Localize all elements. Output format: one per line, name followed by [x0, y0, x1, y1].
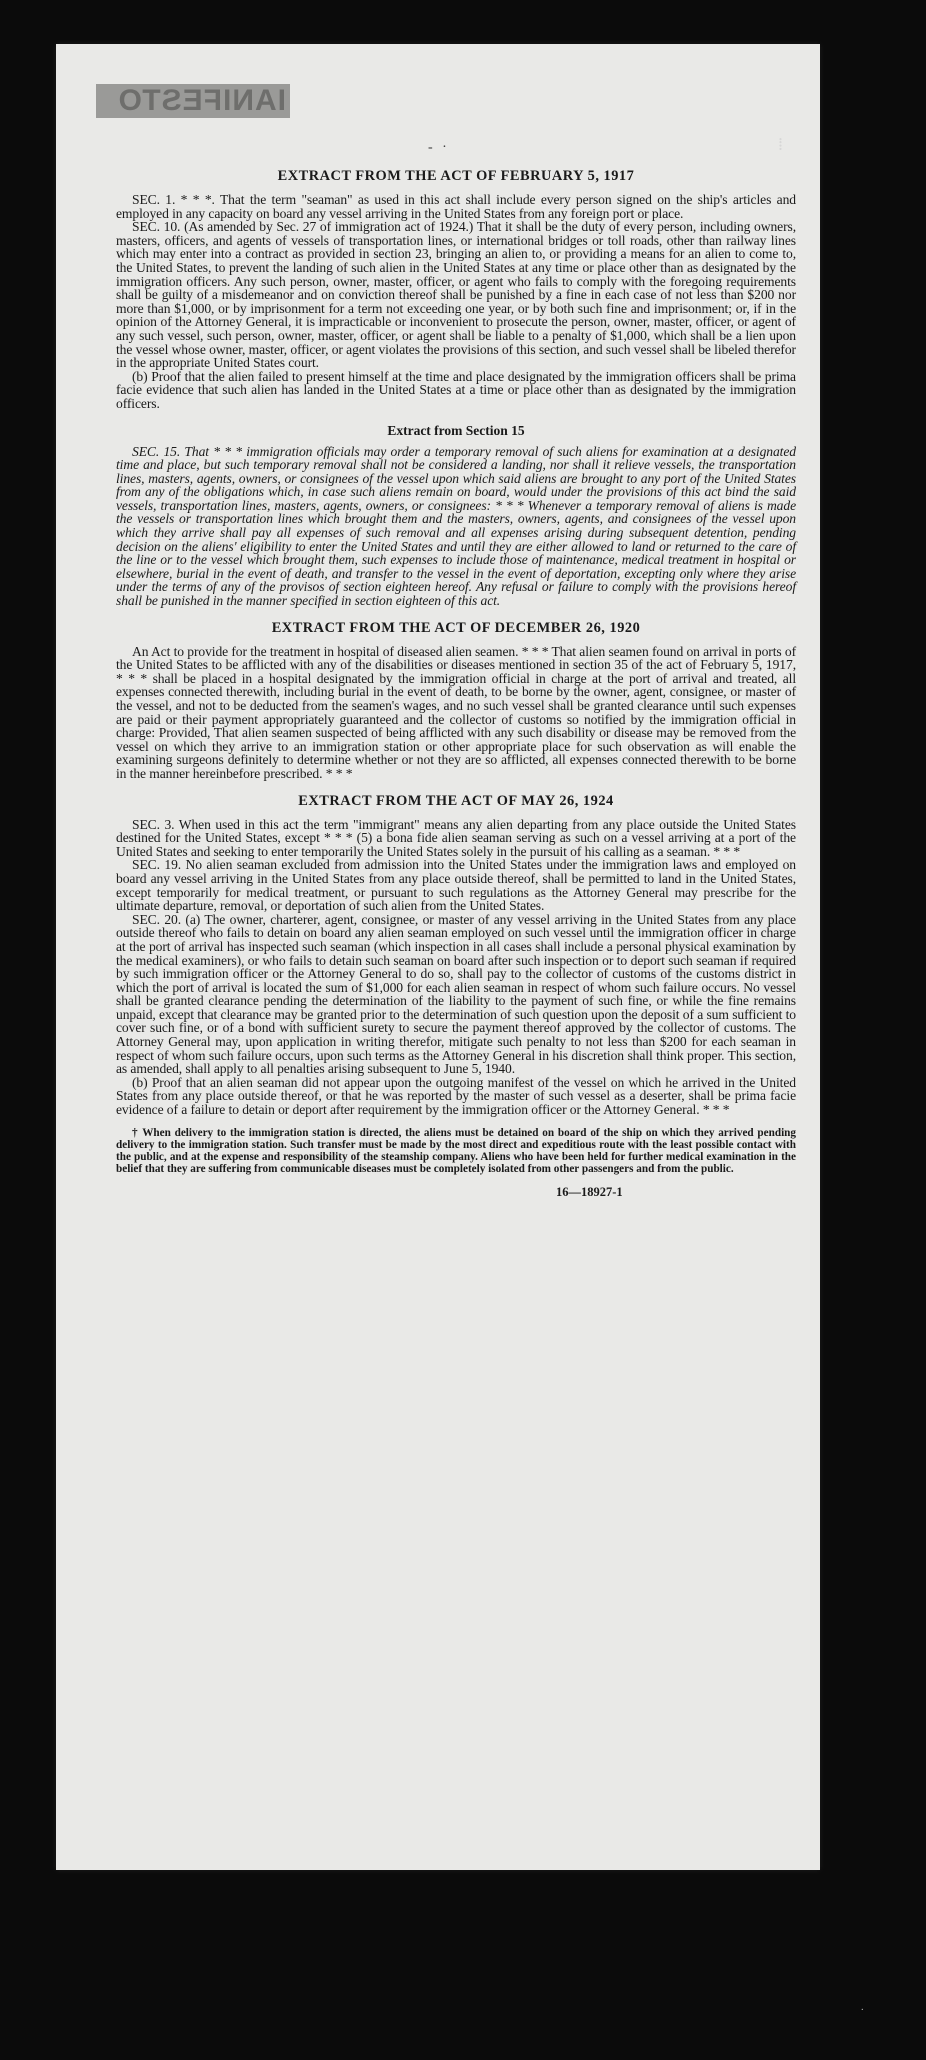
document-number: 16—18927-1: [556, 1184, 623, 1199]
section-subtitle: Extract from Section 15: [387, 422, 525, 438]
document-page: [56, 44, 820, 1870]
section-act-1920: [116, 620, 796, 781]
paragraph-sec-20-a: SEC. 20. (a) The owner, charterer, agent, consignee, or master of any vessel arriving in the United States from any place outside thereof who fails to detain on board any alien seaman employed on such vessel until the immigration officer in charge at the port of arrival has inspected such seaman (which inspection in all cases shall include a personal physical examination by the medical examiners), or who fails to detain such seaman on board after such inspection or to deport such seaman if required by such immigration officer or the Attorney General to do so, shall pay to the collector of customs of the customs district in which the port of arrival is located the sum of $1,000 for each alien seaman in respect of whom such failure occurs. No vessel shall be granted clearance pending the determination of the liability to the payment of such fine, or while the fine remains unpaid, except that clearance may be granted prior to the determination of such question upon the deposit of a sum sufficient to cover such fine, or of a bond with sufficient surety to secure the payment thereof approved by the collector of customs. The Attorney General may, upon application in writing therefor, mitigate such penalty to not less than $200 for each seaman in respect of whom such failure occurs, upon such terms as the Attorney General in his discretion shall think proper. This section, as amended, shall apply to all penalties arising subsequent to June 5, 1940.: [116, 911, 796, 1077]
footnote: † When delivery to the immigration station is directed, the aliens must be detained on board of the ship on which they arrived pending delivery to the immigration station. Such transfer must be made by the most direct and expeditious route with the least possible contact with the public, and at the expense and responsibility of the steamship company. Aliens who have been held for further medical examination in the belief that they are suffering from communicable diseases must be completely isolated from other passengers and from the public.: [116, 1126, 796, 1175]
paragraph-hospital-act: An Act to provide for the treatment in hospital of diseased alien seamen. * * * That alien seamen found on arrival in ports of the United States to be afflicted with any of the disabilities or diseases mentioned in section 35 of the act of February 5, 1917, * * * shall be placed in a hospital designated by the immigration official in charge at the port of arrival and treated, all expenses connected therewith, including burial in the event of death, to be borne by the owner, agent, consignee, or master of the vessel, and not to be deducted from the seamen's wages, and no such vessel shall be granted clearance until such expenses are paid or their payment appropriately guaranteed and the collector of customs so notified by the immigration official in charge: Provided, That alien seamen suspected of being afflicted with any such disability or disease may be removed from the vessel on which they arrive to an immigration station or other appropriate place for such observation as will enable the examining surgeons definitely to determine whether or not they are so afflicted, all expenses connected therewith to be borne in the manner hereinbefore prescribed. * * *: [116, 643, 797, 781]
document-body: [116, 168, 796, 1200]
section-title: EXTRACT FROM THE ACT OF FEBRUARY 5, 1917: [277, 168, 635, 184]
margin-mark: ⁞: [778, 134, 784, 154]
paragraph-sec-15: SEC. 15. That * * * immigration officials may order a temporary removal of such aliens for examination at a designated time and place, but such temporary removal shall not be considered a landing, nor shall it relieve vessels, the transportation lines, masters, agents, owners, or consignees of the vessel upon which said aliens are brought to any port of the United States from any of the obligations which, in case such aliens remain on board, would under the provisions of this act bind the said vessels, transportation lines, masters, agents, owners, or consignees: * * * Whenever a temporary removal of aliens is made the vessels or transportation lines which brought them and the masters, owners, agents, and consignees of the vessel upon which they arrive shall pay all expenses of such removal and all expenses arising during subsequent detention, pending decision on the aliens' eligibility to enter the United States and until they are either allowed to land or returned to the care of the line or to the vessel which brought them, such expenses to include those of maintenance, medical treatment in hospital or elsewhere, burial in the event of death, and transfer to the vessel in the event of deportation, excepting only where they arise under the terms of any of the provisos of section eighteen hereof. Any refusal or failure to comply with the provisions hereof shall be punished in the manner specified in section eighteen of this act.: [116, 443, 796, 609]
scan-speck: ·: [860, 2005, 864, 2016]
paragraph-sec-10-b: (b) Proof that the alien failed to present himself at the time and place designated by the immigration officers shall be prima facie evidence that such alien has landed in the United States at a time or place other than as designated by the immigration officers.: [116, 368, 796, 411]
paragraph-sec-1: SEC. 1. * * *. That the term "seaman" as used in this act shall include every person signed on the ship's articles and employed in any capacity on board any vessel arriving in the United States from any foreign port or place.: [116, 192, 796, 221]
paragraph-sec-20-b: (b) Proof that an alien seaman did not appear upon the outgoing manifest of the vessel on which he arrived in the United States from any place outside thereof, or that he was reported by the master of such vessel as a deserter, shall be prima facie evidence of a failure to detain or deport after requirement by the immigration officer or the Attorney General. * * *: [116, 1074, 796, 1118]
section-title: EXTRACT FROM THE ACT OF MAY 26, 1924: [298, 792, 614, 809]
paragraph-sec-19: SEC. 19. No alien seaman excluded from admission into the United States under the immigration laws and employed on board any vessel arriving in the United States from any place outside thereof, shall be permitted to land in the United States, except temporarily for medical treatment, or pursuant to such regulations as the Attorney General may prescribe for the ultimate departure, removal, or deportation of such alien from the United States.: [116, 857, 796, 914]
top-mark: - ·: [428, 140, 450, 155]
paragraph-sec-3: SEC. 3. When used in this act the term "immigrant" means any alien departing from any place outside the United States destined for the United States, except * * * (5) a bona fide alien seaman serving as such on a vessel arriving at a port of the United States and seeking to enter temporarily the United States solely in the pursuit of his calling as a seaman. * * *: [116, 816, 796, 859]
section-extract-15: [116, 423, 796, 608]
paragraph-sec-10: SEC. 10. (As amended by Sec. 27 of immigration act of 1924.) That it shall be the duty of every person, including owners, masters, officers, and agents of vessels of transportation lines, or international bridges or toll roads, other than railway lines which may enter into a contract as provided in section 23, bringing an alien to, or providing a means for an alien to come to, the United States, to prevent the landing of such alien in the United States at any time or place other than as designated by the immigration officers. Any such person, owner, master, officer, or agent who fails to comply with the foregoing requirements shall be guilty of a misdemeanor and on conviction thereof shall be punished by a fine in each case of not less than $200 nor more than $1,000, or by imprisonment for a term not exceeding one year, or by both such fine and imprisonment; or, if in the opinion of the Attorney General, it is impracticable or inconvenient to prosecute the person, owner, master, officer, or agent of any such vessel, such person, owner, master, officer, or agent shall be liable to a penalty of $1,000, which shall be a lien upon the vessel whose owner, master, officer, or agent violates the provisions of this section, and such vessel shall be libeled therefor in the appropriate United States court.: [116, 219, 796, 371]
section-act-1917: [116, 168, 796, 411]
section-title: EXTRACT FROM THE ACT OF DECEMBER 26, 1920: [271, 619, 641, 636]
section-act-1924: [116, 793, 796, 1117]
manifest-stamp: IANIFESTO: [96, 84, 290, 118]
